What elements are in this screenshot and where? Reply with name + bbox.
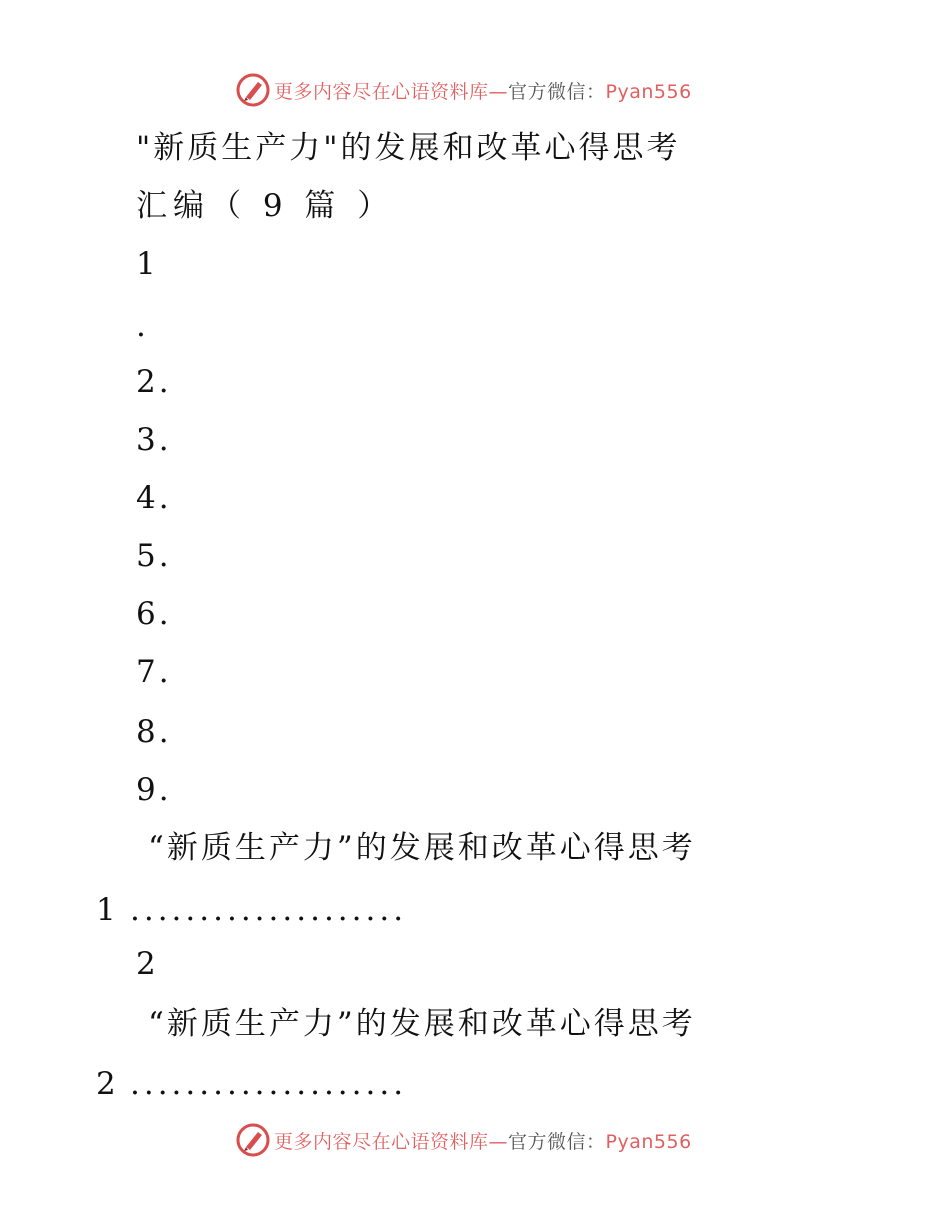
toc-number: 2. [136,364,172,400]
doc-title-line1: "新质生产力"的发展和改革心得思考 [136,130,681,166]
banner-dash: — [488,1130,509,1153]
banner-text: 更多内容尽在心语资料库 [274,80,489,103]
doc-title-line2: 汇编（ 9 篇 ） [136,188,395,224]
banner-dash: — [488,80,509,103]
toc-number: 4. [136,480,172,516]
toc-number: 5. [136,538,172,574]
toc-number: 3. [136,422,172,458]
wechat-label: 官方微信： [508,1130,606,1153]
wechat-id: Pyan556 [605,80,692,103]
toc-number: 7. [136,654,172,690]
toc-entry-title: “新质生产力”的发展和改革心得思考 [148,1006,696,1042]
toc-number: 8. [136,714,172,750]
toc-leader-dots: .................... [130,892,408,928]
toc-entry-number: 2 [96,1066,119,1102]
wechat-id: Pyan556 [605,1130,692,1153]
toc-entry-title: “新质生产力”的发展和改革心得思考 [148,830,696,866]
toc-number: . [136,308,149,344]
toc-leader-dots: .................... [130,1066,408,1102]
header-banner [236,72,692,108]
toc-page-number: 2 [136,946,159,982]
toc-entry-number: 1 [96,892,119,928]
toc-number: 1 [136,246,159,282]
footer-banner [236,1122,692,1158]
pen-logo-icon [236,1123,270,1157]
banner-text: 更多内容尽在心语资料库 [274,1130,489,1153]
toc-number: 9. [136,772,172,808]
pen-logo-icon [236,73,270,107]
wechat-label: 官方微信： [508,80,606,103]
toc-number: 6. [136,596,172,632]
